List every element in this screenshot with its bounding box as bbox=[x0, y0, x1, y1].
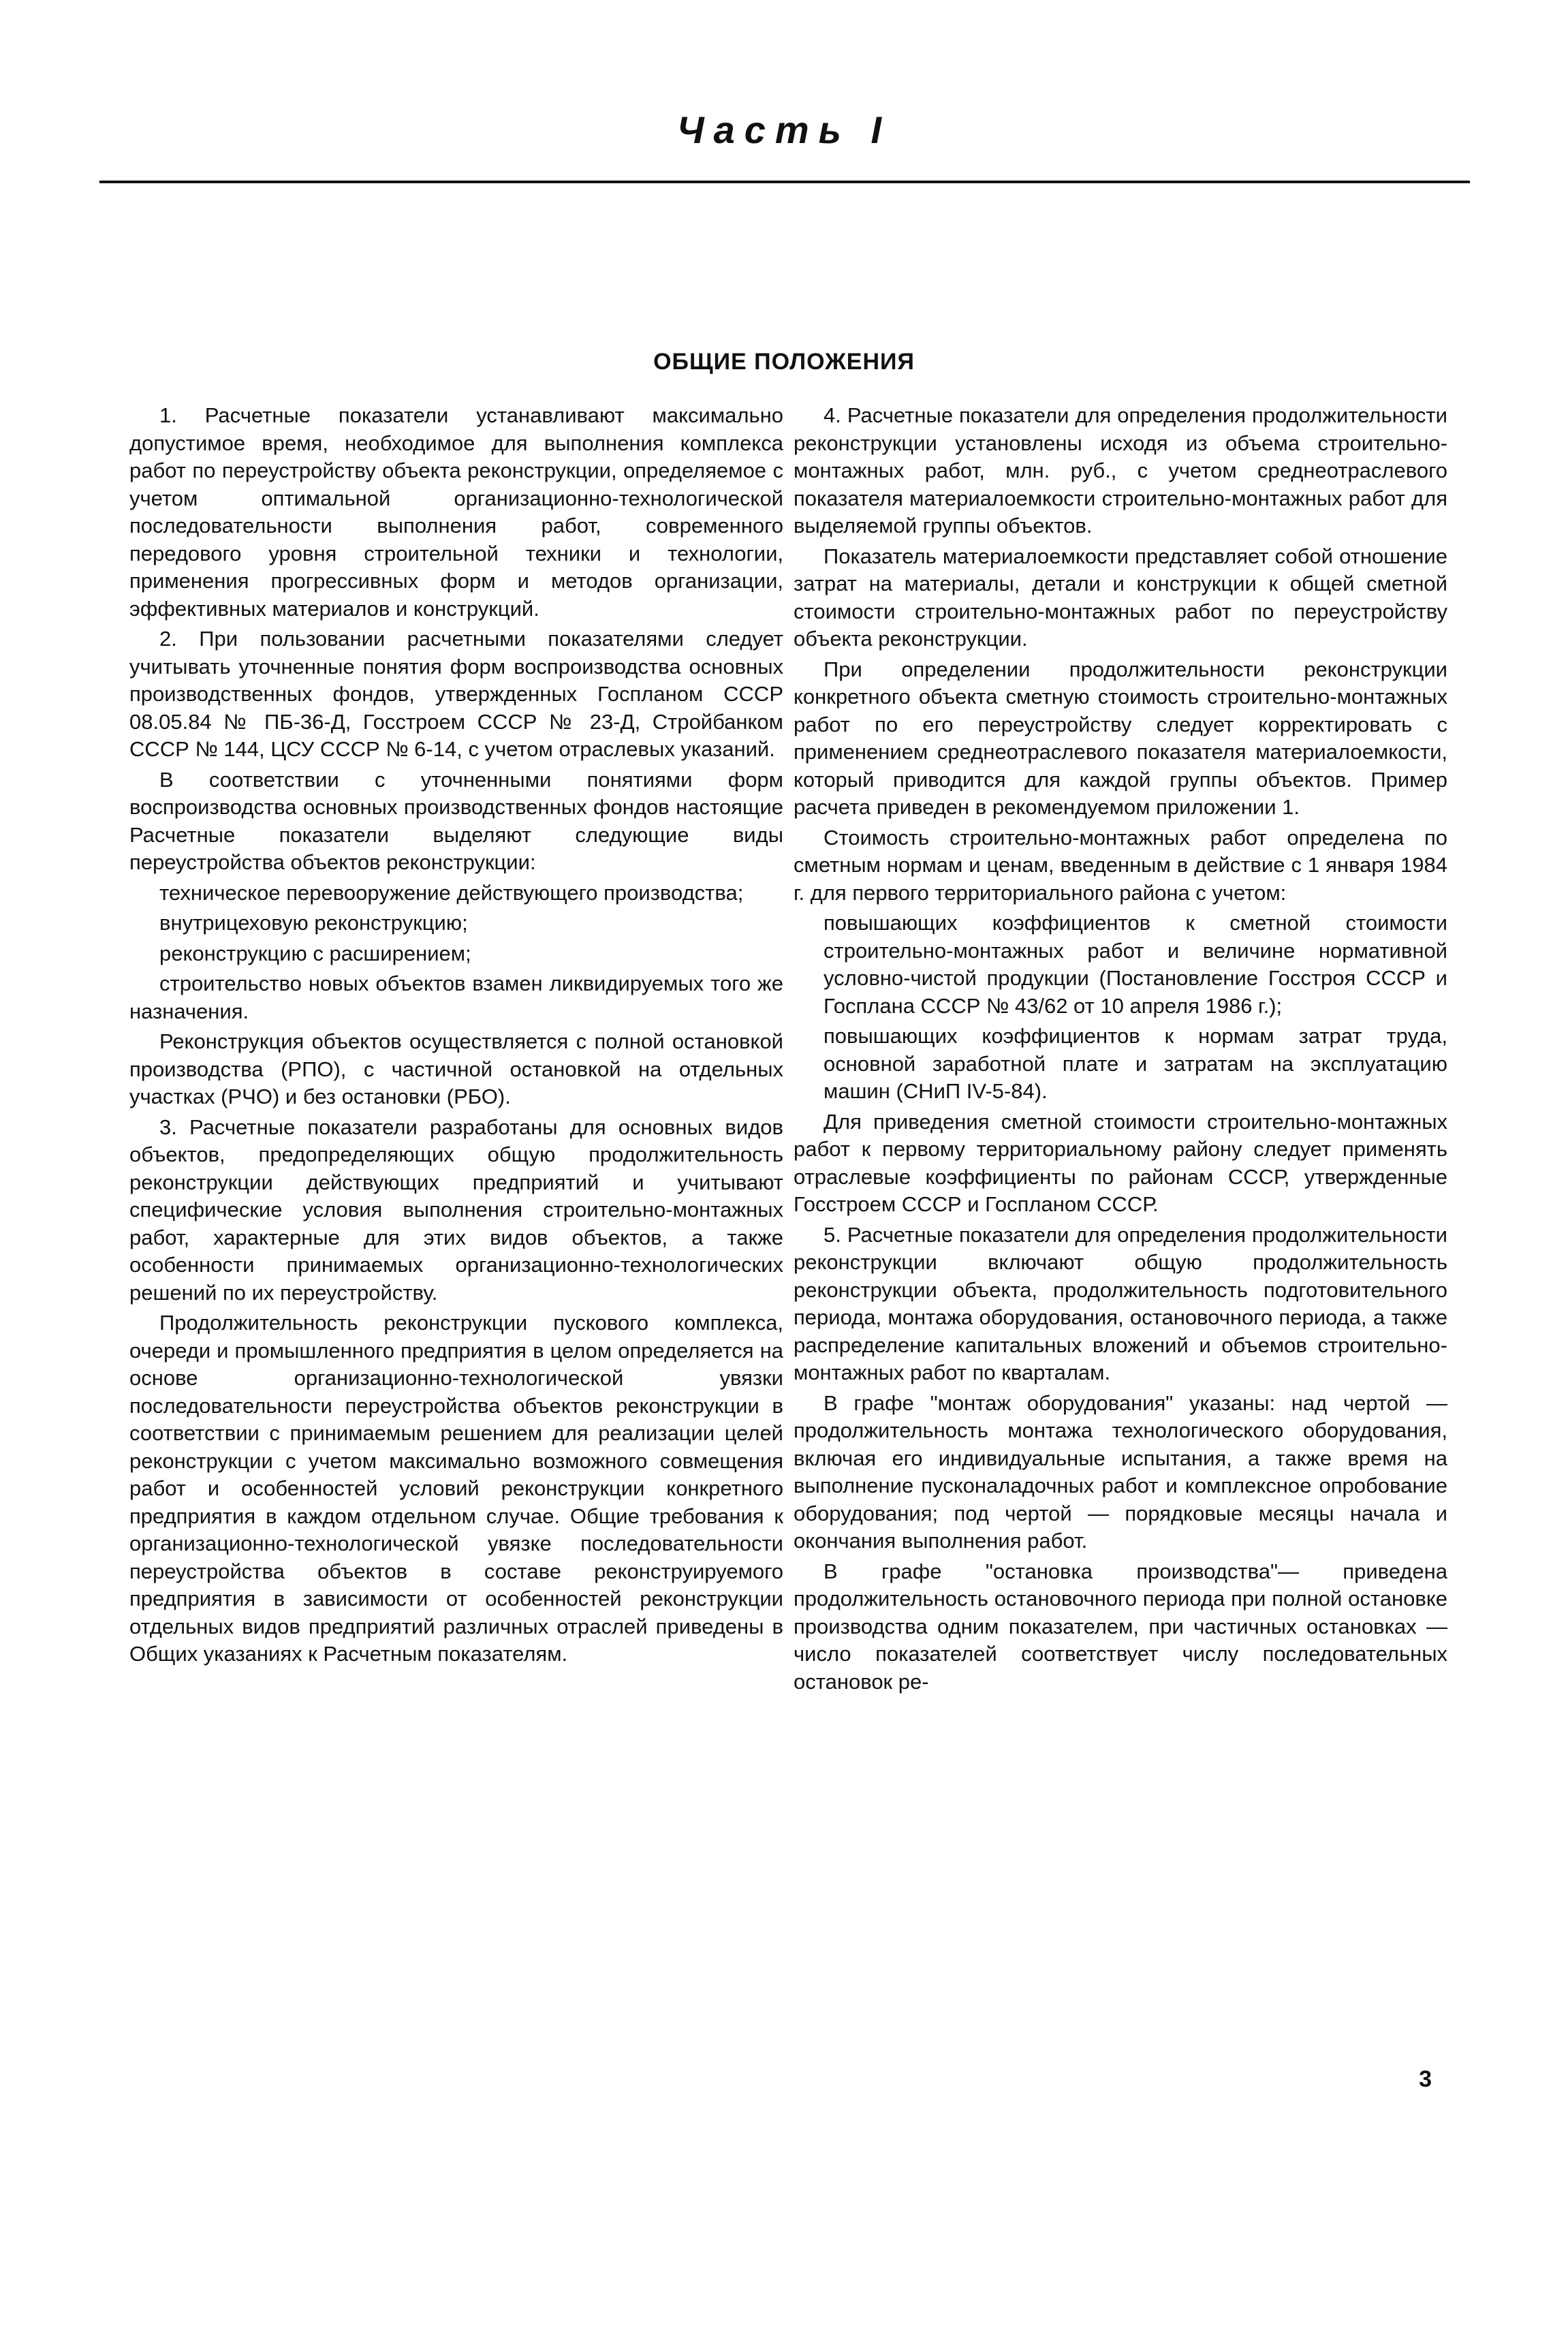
paragraph: При определении продолжительности реконструкции конкретного объекта сметную стоимость строительно-монтажных работ по его переустройству следует корректировать с применением среднеотраслевого показателя материалоемкости, который приводится для каждой группы объектов. Пример расчета приведен в рекомендуемом приложении 1. bbox=[794, 657, 1447, 819]
list-item: внутрицеховую реконструкцию; bbox=[159, 911, 468, 935]
paragraph: В графе "монтаж оборудования" указаны: над чертой — продолжительность монтажа технологического оборудования, включая его индивидуальные испытания, а также время на выполнение пусконаладочных работ и комплексное опробование оборудования; под чертой — порядковые месяцы начала и окончания выполнения работ. bbox=[794, 1390, 1447, 1553]
paragraph: 2. При пользовании расчетными показателями следует учитывать уточненные понятия форм воспроизводства основных производственных фондов, утвержденных Госпланом СССР 08.05.84 № ПБ-36-Д, Госстроем СССР № 23-Д, Стройбанком СССР № 144, ЦСУ СССР № 6-14, с учетом отраслевых указаний. bbox=[129, 627, 783, 761]
paragraph: Для приведения сметной стоимости строительно-монтажных работ к первому территориальному району следует применять отраслевые коэффициенты по районам СССР, утвержденные Госстроем СССР и Госпланом СССР. bbox=[794, 1109, 1447, 1216]
paragraph: 1. Расчетные показатели устанавливают максимально допустимое время, необходимое для выполнения комплекса работ по переустройству объекта реконструкции, определяемое с учетом оптимальной организационно-технологической последовательности выполнения работ, современного передового уровня строительной техники и технологии, применения прогрессивных форм и методов организации, эффективных материалов и конструкций. bbox=[129, 403, 783, 621]
paragraph: В графе "остановка производства"— приведена продолжительность остановочного периода при полной остановке производства одним показателем, при частичных остановках — число показателей соответствует числу последовательных остановок ре- bbox=[794, 1559, 1447, 1694]
list-item: техническое перевооружение действующего производства; bbox=[159, 880, 744, 905]
paragraph: Показатель материалоемкости представляет собой отношение затрат на материалы, детали и конструкции к общей сметной стоимости строительно-монтажных работ по переустройству объекта реконструкции. bbox=[794, 544, 1447, 651]
header-rule bbox=[99, 181, 1470, 183]
list-item: реконструкцию с расширением; bbox=[159, 941, 471, 965]
part-title: Часть I bbox=[676, 108, 892, 151]
list-item: повышающих коэффициентов к сметной стоимости строительно-монтажных работ и величине нормативной условно-чистой продукции (Постановление Госстроя СССР и Госплана СССР № 43/62 от 10 апреля 1986 г.); bbox=[824, 911, 1447, 1018]
left-column bbox=[129, 402, 783, 1671]
paragraph: 5. Расчетные показатели для определения продолжительности реконструкции включают общую продолжительность реконструкции объекта, продолжительность подготовительного периода, монтажа оборудования, остановочного периода, а также распределение капитальных вложений и объемов строительно-монтажных работ по кварталам. bbox=[794, 1222, 1447, 1384]
list-item: строительство новых объектов взамен ликвидируемых того же назначения. bbox=[129, 971, 783, 1023]
paragraph: В соответствии с уточненными понятиями форм воспроизводства основных производственных фондов настоящие Расчетные показатели выделяют следующие виды переустройства объектов реконструкции: bbox=[129, 767, 783, 874]
paragraph: Стоимость строительно-монтажных работ определена по сметным нормам и ценам, введенным в действие с 1 января 1984 г. для первого территориального района с учетом: bbox=[794, 825, 1447, 905]
page-number: 3 bbox=[1419, 2066, 1432, 2092]
paragraph: Реконструкция объектов осуществляется с полной остановкой производства (РПО), с частичной остановкой на отдельных участках (РЧО) и без остановки (РБО). bbox=[129, 1029, 783, 1108]
paragraph: 3. Расчетные показатели разработаны для основных видов объектов, предопределяющих общую продолжительность реконструкции действующих предприятий и учитывают специфические условия выполнения строительно-монтажных работ, характерные для этих видов объектов, а также особенности принимаемых организационно-технологических решений по их переустройству. bbox=[129, 1115, 783, 1305]
paragraph: Продолжительность реконструкции пускового комплекса, очереди и промышленного предприятия в целом определяется на основе организационно-технологической увязки последовательности переустройства объектов реконструкции в соответствии с принимаемым решением для реализации целей реконструкции с учетом максимально возможного совмещения работ и особенностей условий реконструкции конкретного предприятия в каждом отдельном случае. Общие требования к организационно-технологической увязке последовательности переустройства объектов в составе реконструируемого предприятия в зависимости от особенностей реконструкции отдельных видов предприятий различных отраслей приведены в Общих указаниях к Расчетным показателям. bbox=[129, 1311, 783, 1666]
right-column bbox=[794, 402, 1447, 1698]
list-item: повышающих коэффициентов к нормам затрат труда, основной заработной плате и затратам на эксплуатацию машин (СНиП IV-5-84). bbox=[824, 1024, 1447, 1103]
paragraph: 4. Расчетные показатели для определения продолжительности реконструкции установлены исходя из объема строительно-монтажных работ, млн. руб., с учетом среднеотраслевого показателя материалоемкости строительно-монтажных работ для выделяемой группы объектов. bbox=[794, 403, 1447, 538]
section-heading: ОБЩИЕ ПОЛОЖЕНИЯ bbox=[653, 349, 915, 375]
